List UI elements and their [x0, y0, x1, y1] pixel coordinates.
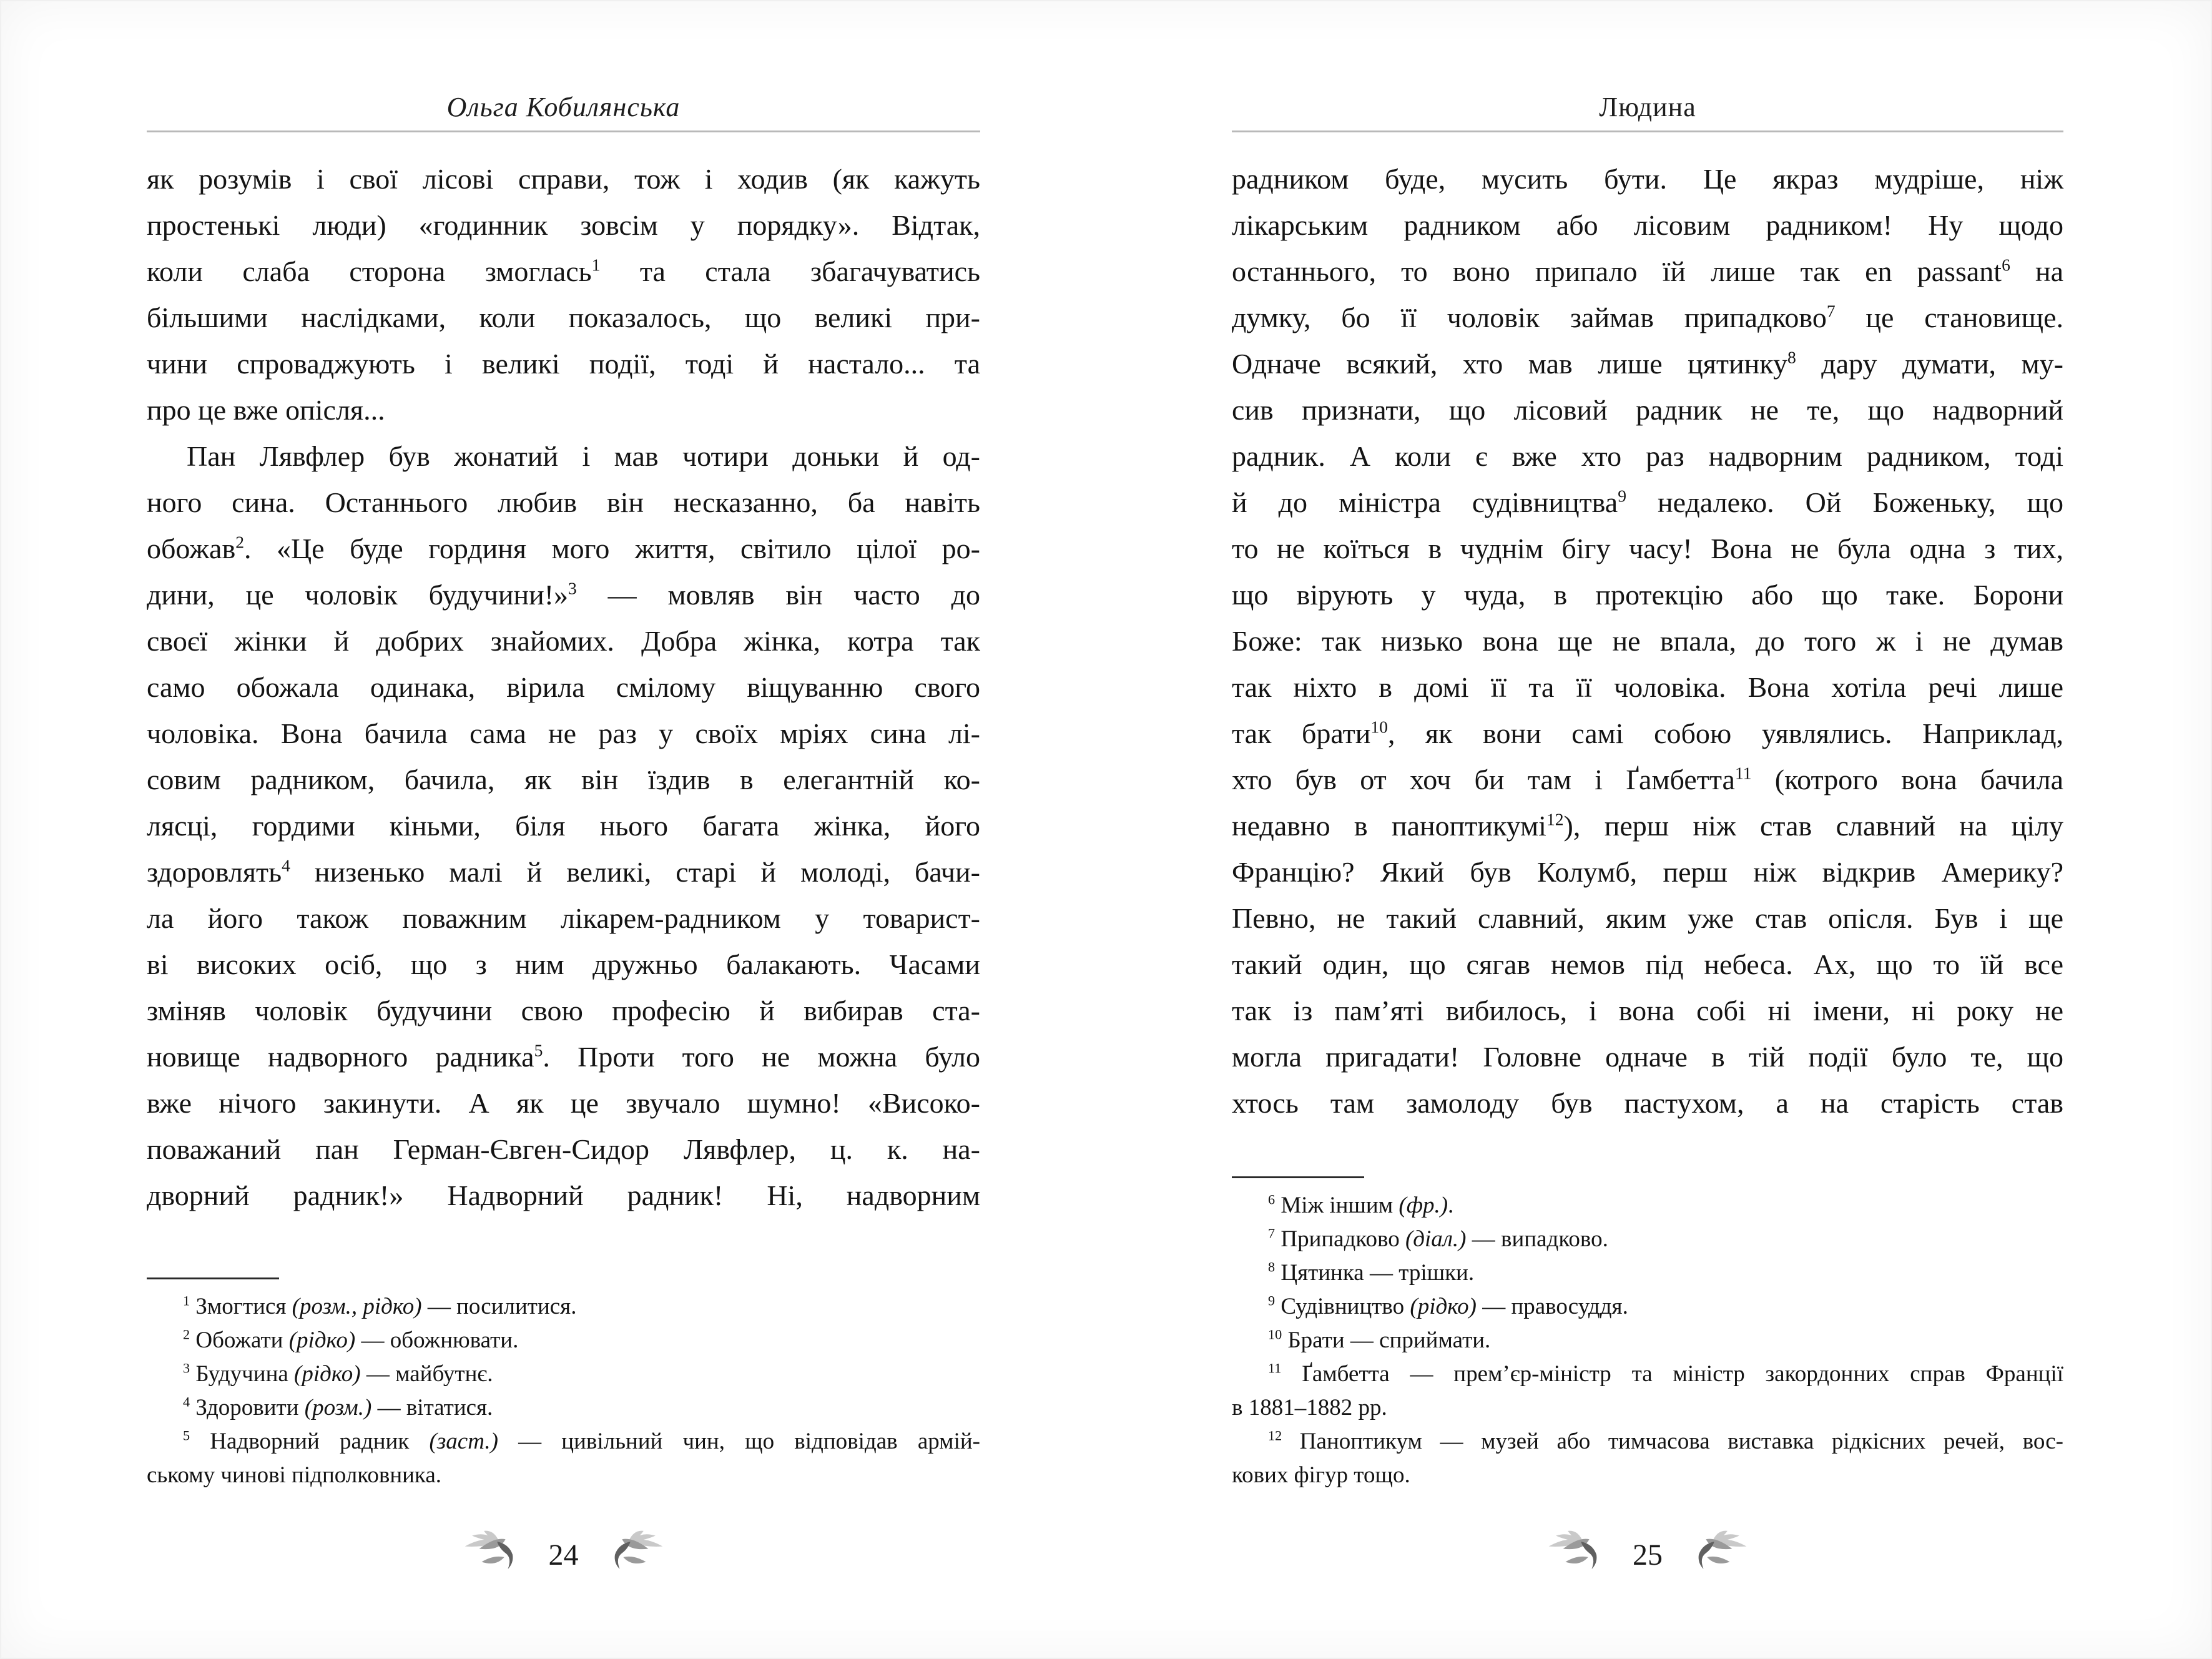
text-line: про це вже опісля...: [147, 394, 385, 426]
text-line: чоловіка. Вона бачила сама не раз у своїх мріях сина лі-: [147, 717, 980, 749]
laurel-ornament-right-icon: [587, 1529, 667, 1582]
footnote-line: кових фігур тощо.: [1232, 1462, 1410, 1488]
text-line: хто був от хоч би там і Ґамбетта$^{11}$ (котрого вона бачила: [1232, 763, 2064, 795]
footnote-line: $^1$ Змогтися (розм., рідко) — посилитися.: [183, 1292, 577, 1319]
text-line: недавно в паноптикумі$^{12}$), перш ніж став славний на цілу: [1232, 809, 2063, 842]
text-line: такий один, що сягав немов під небеса. Ах, що то їй все: [1232, 948, 2063, 980]
footnote-line: $^{10}$ Брати — сприймати.: [1268, 1326, 1491, 1353]
text-line: так брати$^{10}$, як вони самі собою уявлялись. Наприклад,: [1232, 717, 2064, 749]
text-line: лясці, гордими кіньми, біля нього багата жінка, його: [147, 810, 980, 842]
text-line: могла пригадати! Головне одначе в тій події було те, що: [1232, 1041, 2063, 1073]
body-text: [147, 156, 980, 1219]
footnote-line: $^7$ Припадково (діал.) — випадково.: [1268, 1225, 1608, 1252]
footnote-line: в 1881–1882 рр.: [1232, 1395, 1387, 1420]
text-line: обожав$^2$. «Це буде гординя мого життя, світило цілої ро-: [147, 532, 980, 564]
page-number: 25: [1633, 1538, 1663, 1572]
header-rule: [1232, 130, 2063, 132]
page-number: 24: [548, 1538, 579, 1572]
text-line: новище надворного радника$^5$. Проти того не можна було: [147, 1040, 980, 1073]
text-line: радником буде, мусить бути. Це якраз мудріше, ніж: [1232, 163, 2063, 195]
page-number-row: [147, 1529, 980, 1582]
text-line: й до міністра судівництва$^9$ недалеко. Ой Боженьку, що: [1232, 486, 2063, 518]
text-line: коли слаба сторона змоглась$^1$ та стала збагачуватись: [147, 255, 980, 287]
text-line: радник. А коли є вже хто раз надворним радником, тоді: [1232, 440, 2063, 472]
text-line: совим радником, бачила, як він їздив в елегантній ко-: [147, 764, 980, 795]
footnote-line: $^{11}$ Ґамбетта — прем’єр-міністр та міністр закордонних справ Франції: [1268, 1360, 2063, 1387]
text-line: більшими наслідками, коли показалось, що великі при-: [147, 302, 980, 333]
laurel-ornament-right-icon: [1671, 1529, 1751, 1582]
text-line: ла його також поважним лікарем-радником у товарист-: [147, 902, 980, 934]
footnote-line: $^3$ Будучина (рідко) — майбутнє.: [183, 1360, 493, 1387]
text-line: само обожала одинака, вірила смілому віщуванню свого: [147, 671, 980, 703]
text-line: Францію? Який був Колумб, перш ніж відкрив Америку?: [1232, 856, 2063, 888]
text-line: Певно, не такий славний, яким уже став опісля. Був і ще: [1232, 902, 2063, 934]
footnote-line: $^6$ Між іншим (фр.).: [1268, 1191, 1454, 1218]
laurel-ornament-left-icon: [1544, 1529, 1624, 1582]
text-line: що вірують у чуда, в протекцію або що таке. Борони: [1232, 579, 2063, 611]
text-line: так із пам’яті вибилось, і вона собі ні імени, ні року не: [1232, 995, 2063, 1026]
footnote-line: $^9$ Судівництво (рідко) — правосуддя.: [1268, 1292, 1628, 1319]
text-line: так ніхто в домі її та її чоловіка. Вона хотіла речі лише: [1232, 671, 2063, 703]
text-line: чини спроваджують і великі події, тоді й настало... та: [147, 348, 980, 380]
text-line: поважаний пан Герман-Євген-Сидор Лявфлер, ц. к. на-: [147, 1133, 980, 1165]
text-line: хтось там замолоду був пастухом, а на старість став: [1232, 1087, 2063, 1119]
footnote-line: $^5$ Надворний радник (заст.) — цивільний чин, що відповідав армій-: [183, 1427, 980, 1454]
text-line: ного сина. Останнього любив він несказанно, ба навіть: [147, 486, 980, 518]
text-line: простенькі люди) «годинник зовсім у порядку». Відтак,: [147, 209, 980, 241]
text-line: здоровлять$^4$ низенько малі й великі, старі й молоді, бачи-: [147, 855, 980, 888]
running-header-author: Ольга Кобилянська: [446, 92, 681, 122]
footnotes: [147, 1290, 980, 1492]
footnote-line: $^8$ Цятинка — трішки.: [1268, 1259, 1475, 1286]
text-line: дворний радник!» Надворний радник! Ні, надворним: [147, 1179, 980, 1211]
footnote-line: $^4$ Здоровити (розм.) — вітатися.: [183, 1394, 493, 1420]
footnotes: [1232, 1189, 2063, 1492]
text-line: Пан Лявфлер був жонатий і мав чотири доньки й од-: [187, 440, 980, 472]
footnote-line: ському чинові підполковника.: [147, 1462, 442, 1488]
text-line: Боже: так низько вона ще не впала, до того ж і не думав: [1232, 625, 2063, 657]
page-right: [1232, 0, 2063, 1659]
text-line: сив признати, що лісовий радник не те, що надворний: [1232, 394, 2063, 426]
footnote-line: $^{12}$ Паноптикум — музей або тимчасова виставка рідкісних речей, вос-: [1268, 1427, 2063, 1454]
text-line: Одначе всякий, хто мав лише цятинку$^8$ дару думати, му-: [1232, 347, 2063, 380]
laurel-ornament-left-icon: [460, 1529, 540, 1582]
text-line: зміняв чоловік будучини свою професію й вибирав ста-: [147, 995, 980, 1026]
text-line: як розумів і свої лісові справи, тож і ходив (як кажуть: [147, 163, 980, 195]
text-line: ві високих осіб, що з ним дружньо балакають. Часами: [147, 948, 980, 980]
header-rule: [147, 130, 980, 132]
page-number-row: [1232, 1529, 2063, 1582]
running-header-title: Людина: [1599, 92, 1696, 122]
text-line: лікарським радником або лісовим радником! Ну щодо: [1232, 209, 2063, 241]
page-left: [147, 0, 980, 1659]
body-text: [1232, 156, 2063, 1126]
footnote-line: $^2$ Обожати (рідко) — обожнювати.: [183, 1326, 519, 1353]
text-line: вже нічого закинути. А як це звучало шумно! «Високо-: [147, 1087, 980, 1119]
text-line: останнього, то воно припало їй лише так en passant$^6$ на: [1232, 255, 2063, 287]
footnote-separator: [147, 1277, 279, 1279]
text-line: дини, це чоловік будучини!»$^3$ — мовляв він часто до: [147, 578, 980, 611]
text-line: то не коїться в чуднім бігу часу! Вона не була одна з тих,: [1232, 533, 2063, 564]
text-line: думку, бо її чоловік займав припадково$^7$ це становище.: [1232, 301, 2063, 333]
text-line: своєї жінки й добрих знайомих. Добра жінка, котра так: [147, 625, 980, 657]
footnote-separator: [1232, 1176, 1364, 1178]
